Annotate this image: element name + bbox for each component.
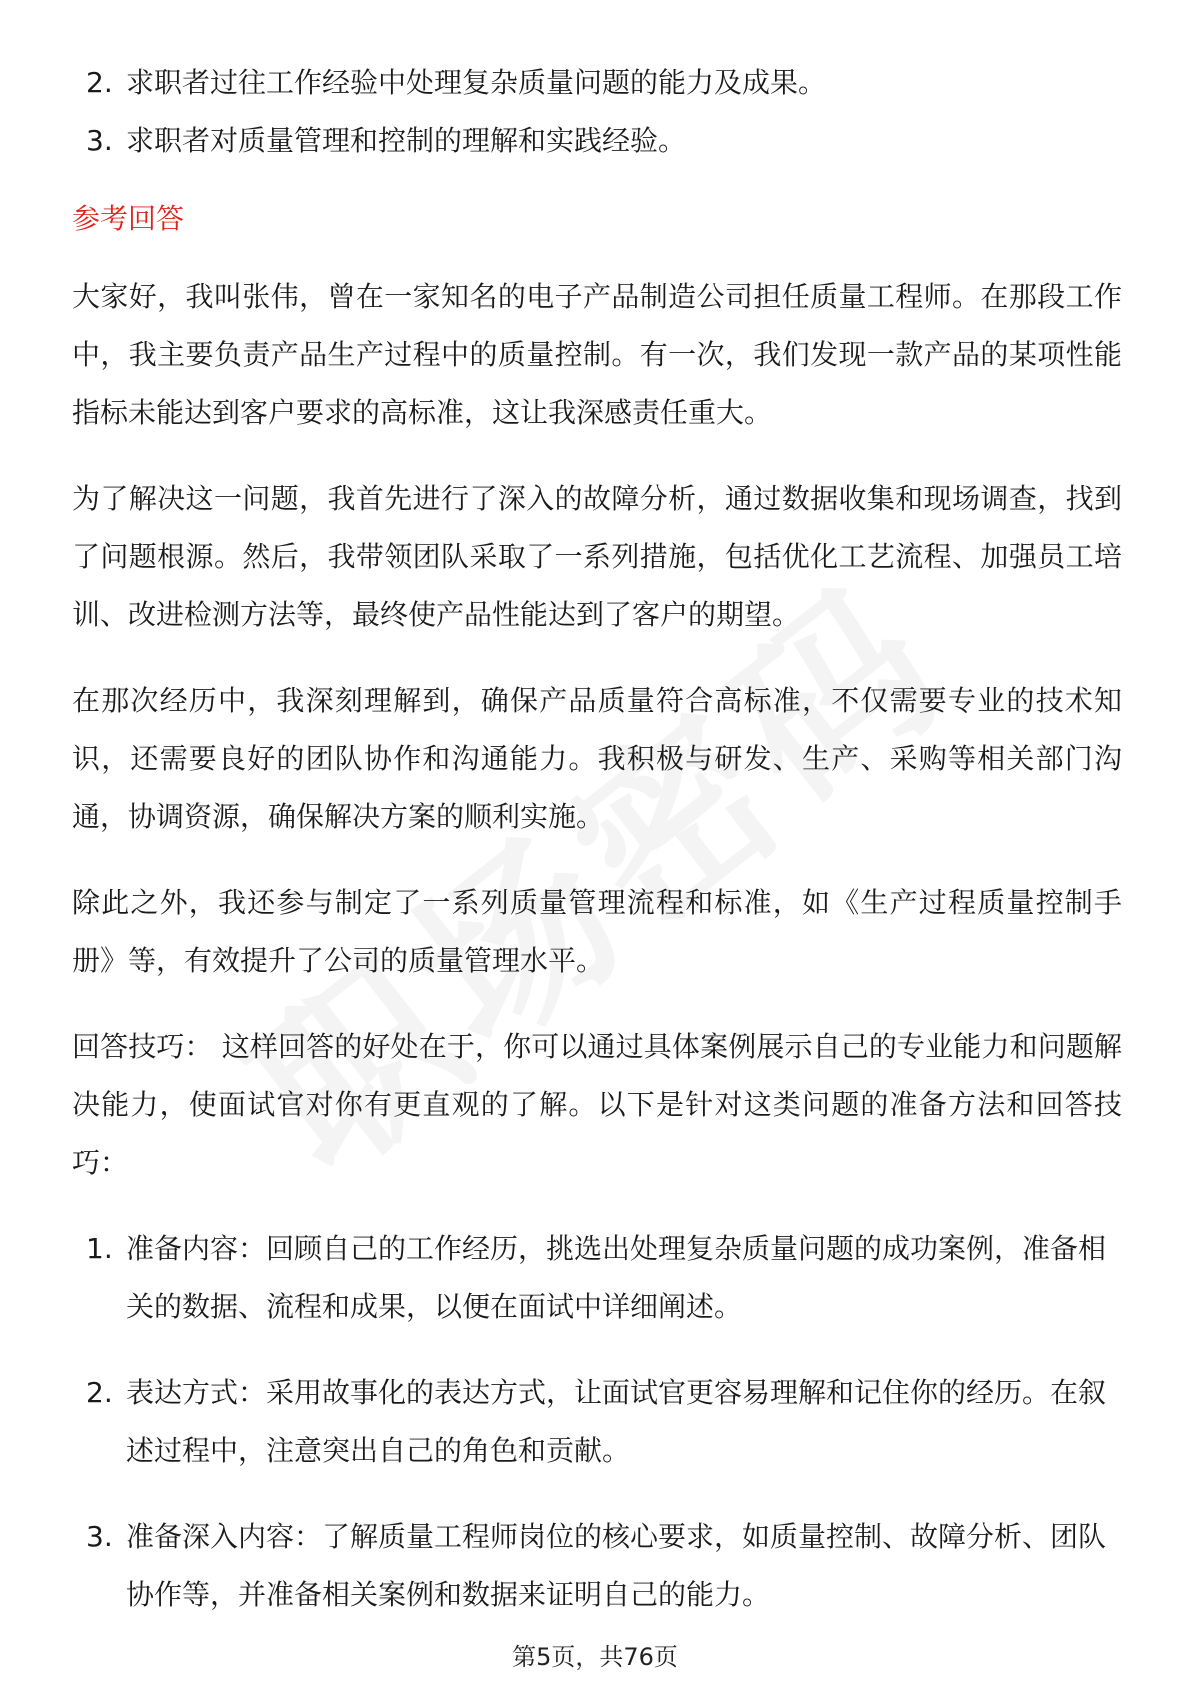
list-item-text: 表达方式：采用故事化的表达方式，让面试官更容易理解和记住你的经历。在叙述过程中，注意突出自己的角色和贡献。 xyxy=(126,1376,1107,1467)
paragraph: 为了解决这一问题，我首先进行了深入的故障分析，通过数据收集和现场调查，找到了问题根源。然后，我带领团队采取了一系列措施，包括优化工艺流程、加强员工培训、改进检测方法等，最终使产品性能达到了客户的期望。 xyxy=(72,482,1122,631)
section-heading: 参考回答 xyxy=(72,202,185,235)
list-item-text: 求职者过往工作经验中处理复杂质量问题的能力及成果。 xyxy=(126,66,827,99)
list-number: 1. xyxy=(86,1232,113,1265)
list-number: 2. xyxy=(86,1376,113,1409)
list-item xyxy=(72,1220,1122,1336)
list-number: 3. xyxy=(86,1520,113,1553)
list-item-text: 求职者对质量管理和控制的理解和实践经验。 xyxy=(126,124,687,157)
list-item xyxy=(72,1364,1122,1480)
list-item xyxy=(72,54,1122,112)
list-number: 2. xyxy=(86,66,113,99)
page-footer: 第5页，共76页 xyxy=(512,1643,678,1671)
answer-tips-paragraph: 回答技巧： 这样回答的好处在于，你可以通过具体案例展示自己的专业能力和问题解决能力，使面试官对你有更直观的了解。以下是针对这类问题的准备方法和回答技巧： xyxy=(72,1030,1122,1179)
list-item xyxy=(72,1508,1122,1624)
list-item-text: 准备内容：回顾自己的工作经历，挑选出处理复杂质量问题的成功案例，准备相关的数据、流程和成果，以便在面试中详细阐述。 xyxy=(126,1232,1107,1323)
list-number: 3. xyxy=(86,124,113,157)
paragraph: 除此之外，我还参与制定了一系列质量管理流程和标准，如《生产过程质量控制手册》等，有效提升了公司的质量管理水平。 xyxy=(72,886,1122,977)
page-content xyxy=(72,54,1122,1652)
paragraph: 大家好，我叫张伟，曾在一家知名的电子产品制造公司担任质量工程师。在那段工作中，我主要负责产品生产过程中的质量控制。有一次，我们发现一款产品的某项性能指标未能达到客户要求的高标准，这让我深感责任重大。 xyxy=(72,280,1122,429)
list-item xyxy=(72,112,1122,170)
paragraph: 在那次经历中，我深刻理解到，确保产品质量符合高标准，不仅需要专业的技术知识，还需要良好的团队协作和沟通能力。我积极与研发、生产、采购等相关部门沟通，协调资源，确保解决方案的顺利实施。 xyxy=(72,684,1122,833)
list-item-text: 准备深入内容：了解质量工程师岗位的核心要求，如质量控制、故障分析、团队协作等，并准备相关案例和数据来证明自己的能力。 xyxy=(126,1520,1107,1611)
